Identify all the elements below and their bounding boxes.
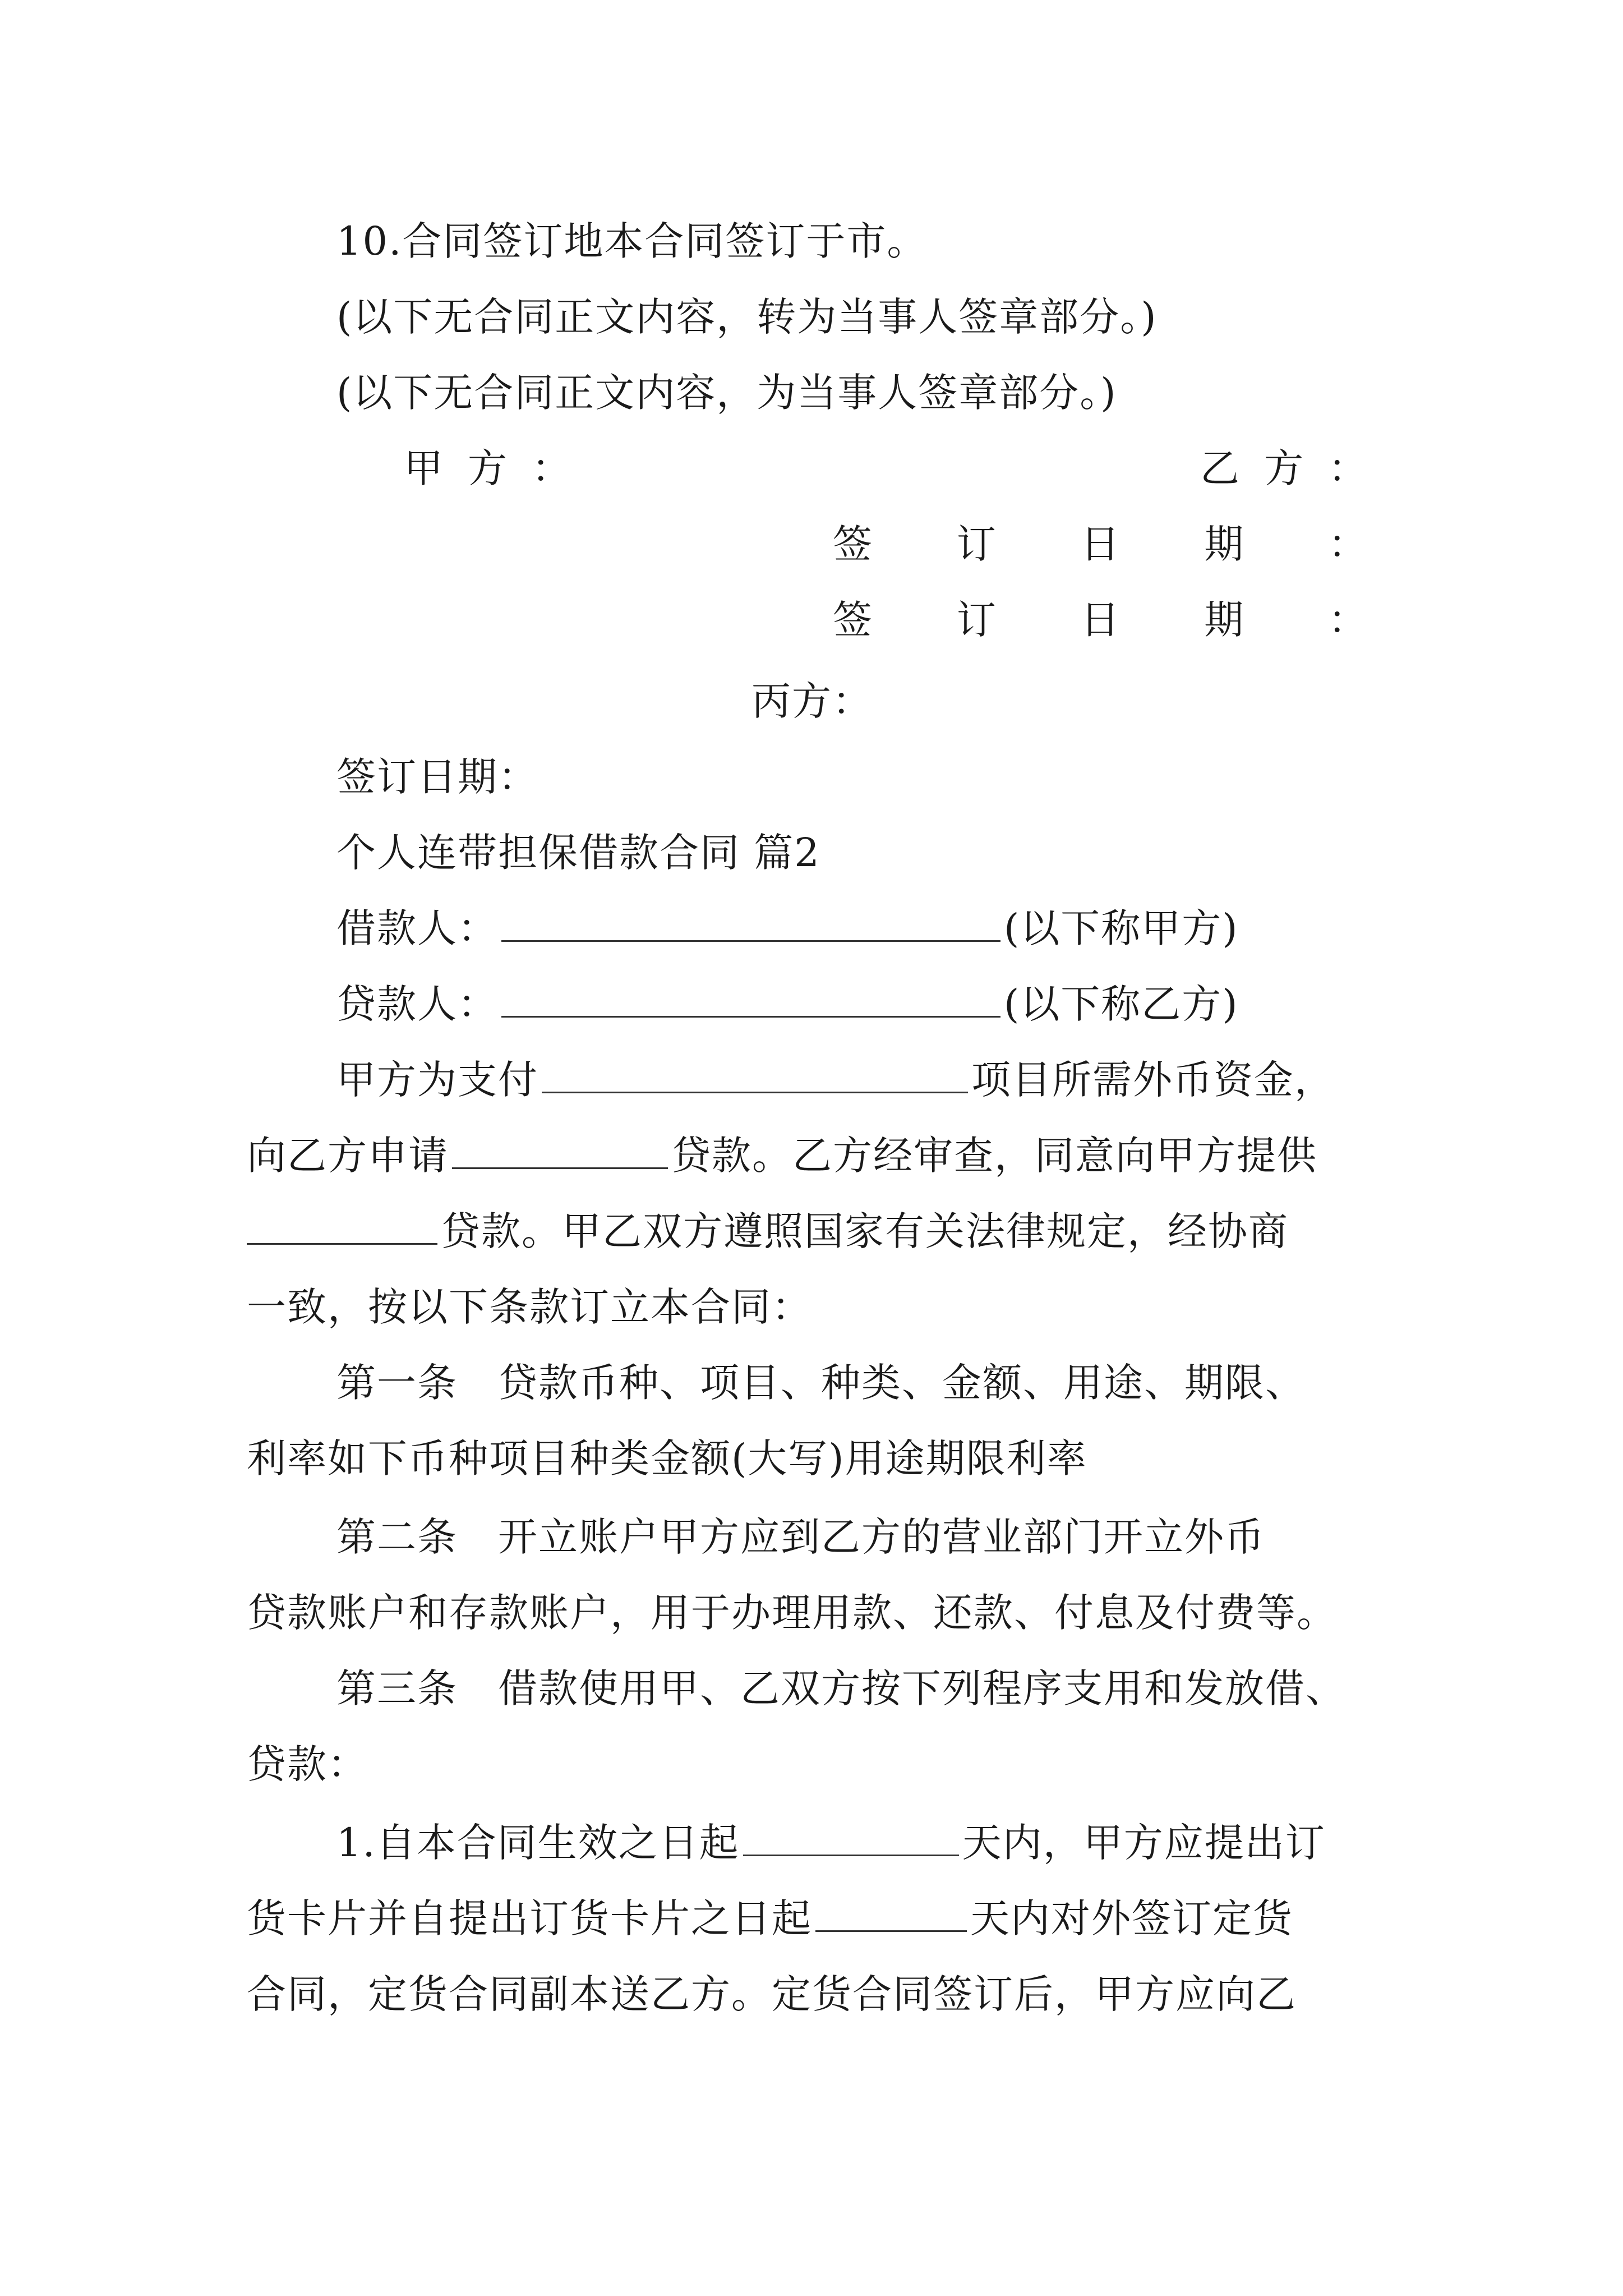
paragraph-1-line-4: 一致，按以下条款订立本合同： <box>247 1284 812 1330</box>
loan-type-blank <box>452 1133 668 1169</box>
borrower-suffix: (以下称甲方) <box>1004 905 1239 951</box>
line-lender <box>336 970 1391 1038</box>
line-sign-date-1: 签 订 日 期 ： <box>833 521 1368 567</box>
article-1-line-1: 第一条 贷款币种、项目、种类、金额、用途、期限、 <box>336 1360 1306 1406</box>
days-blank-1 <box>743 1820 959 1856</box>
lender-suffix: (以下称乙方) <box>1004 981 1239 1027</box>
party-b-label: 乙 方 ： <box>1200 445 1368 491</box>
paragraph-1-line-3: 贷款。甲乙双方遵照国家有关法律规定，经协商 <box>247 1198 1385 1265</box>
article-3-line-1: 第三条 借款使用甲、乙双方按下列程序支用和发放借、 <box>336 1665 1346 1711</box>
line-contract-location: 10.合同签订地本合同签订于市。 <box>336 218 928 264</box>
section-title: 个人连带担保借款合同 篇2 <box>336 830 820 876</box>
line-sign-date-3: 签订日期： <box>336 754 538 800</box>
article-2-line-1: 第二条 开立账户甲方应到乙方的营业部门开立外币 <box>336 1514 1265 1560</box>
paragraph-1-line-1: 甲方为支付 项目所需外币资金， <box>336 1057 1335 1103</box>
item-1-line-3: 合同，定货合同副本送乙方。定货合同签订后，甲方应向乙 <box>247 1971 1297 2017</box>
line-note-2: (以下无合同正文内容，为当事人签章部分。) <box>336 370 1117 416</box>
lender-blank <box>501 981 1000 1018</box>
line-borrower <box>336 895 1391 962</box>
item-1-line-2: 货卡片并自提出订货卡片之日起 天内对外签订定货 <box>247 1895 1293 1941</box>
line-party-ab <box>404 435 1368 502</box>
lender-label: 贷款人： <box>336 981 498 1027</box>
article-3-line-2: 贷款： <box>247 1741 368 1787</box>
project-blank <box>542 1057 968 1093</box>
borrower-label: 借款人： <box>336 905 498 951</box>
party-a-label: 甲 方 ： <box>404 445 572 491</box>
paragraph-1-line-2: 向乙方申请 贷款。乙方经审查，同意向甲方提供 <box>247 1133 1317 1179</box>
line-note-1: (以下无合同正文内容，转为当事人签章部分。) <box>336 294 1158 340</box>
line-sign-date-2: 签 订 日 期 ： <box>833 597 1368 643</box>
article-2-line-2: 贷款账户和存款账户，用于办理用款、还款、付息及付费等。 <box>247 1590 1337 1636</box>
borrower-blank <box>501 905 1000 942</box>
item-1-line-1: 1.自本合同生效之日起 天内，甲方应提出订 <box>336 1820 1326 1866</box>
article-1-line-2: 利率如下币种项目种类金额(大写)用途期限利率 <box>247 1435 1087 1481</box>
line-party-c: 丙方： <box>751 678 873 724</box>
loan-amount-blank <box>247 1208 437 1245</box>
days-blank-2 <box>815 1895 967 1932</box>
